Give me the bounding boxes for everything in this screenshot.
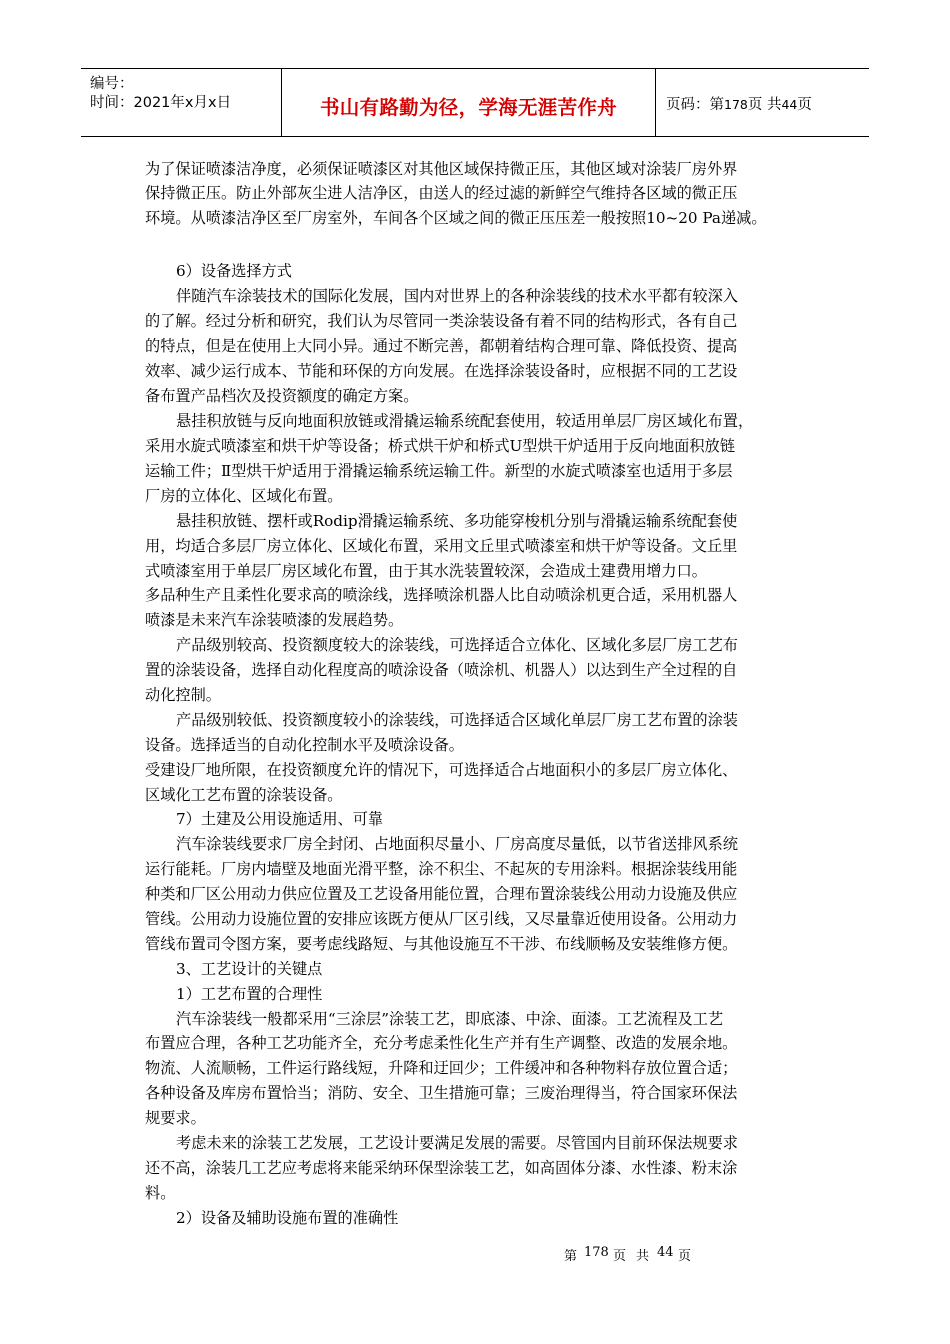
text-line: 伴随汽车涂装技术的国际化发展，国内对世界上的各种涂装线的技术水平都有较深入 [176, 287, 738, 305]
section-heading: 7）土建及公用设施适用、可靠 [176, 810, 384, 828]
text-line: 喷漆是未来汽车涂装喷漆的发展趋势。 [145, 611, 404, 629]
footer-current-page: 178 [584, 1245, 609, 1260]
text-line: 悬挂积放链与反向地面积放链或滑撬运输系统配套使用，较适用单层厂房区域化布置， [176, 412, 754, 430]
text-line: 环境。从喷漆洁净区至厂房室外，车间各个区域之间的微正压压差一般按照10~20 Pa递减。 [145, 209, 767, 227]
text-line: 效率、减少运行成本、节能和环保的方向发展。在选择涂装设备时，应根据不同的工艺设 [145, 362, 738, 380]
text-line: 布置应合理，各种工艺功能齐全，充分考虑柔性化生产并有生产调整、改造的发展余地。 [145, 1034, 738, 1052]
footer-word: 页 [613, 1249, 627, 1264]
text-line: 料。 [145, 1184, 176, 1202]
header-page-cell [656, 69, 869, 136]
text-line: 备布置产品档次及投资额度的确定方案。 [145, 387, 419, 405]
footer-word: 第 [564, 1249, 578, 1264]
text-line: 受建设厂地所限，在投资额度允许的情况下，可选择适合占地面积小的多层厂房立体化、 [145, 761, 738, 779]
text-line: 管线。公用动力设施位置的安排应该既方便从厂区引线，又尽量靠近使用设备。公用动力 [145, 910, 738, 928]
footer-total-pages: 44 [657, 1245, 674, 1260]
section-heading: 3、工艺设计的关键点 [176, 960, 323, 978]
section-heading: 1）工艺布置的合理性 [176, 985, 323, 1003]
text-line: 考虑未来的涂装工艺发展，工艺设计要满足发展的需要。尽管国内目前环保法规要求 [176, 1134, 738, 1152]
text-line: 种类和厂区公用动力供应位置及工艺设备用能位置，合理布置涂装线公用动力设施及供应 [145, 885, 738, 903]
text-line: 运行能耗。厂房内墙壁及地面光滑平整，涂不积尘、不起灰的专用涂料。根据涂装线用能 [145, 860, 738, 878]
text-line: 汽车涂装线一般都采用“三涂层”涂装工艺，即底漆、中涂、面漆。工艺流程及工艺 [176, 1010, 724, 1028]
header-left-cell [81, 69, 282, 136]
text-line: 各种设备及库房布置恰当；消防、安全、卫生措施可靠；三废治理得当，符合国家环保法 [145, 1084, 738, 1102]
text-line: 的了解。经过分析和研究，我们认为尽管同一类涂装设备有着不同的结构形式，各有自己 [145, 312, 738, 330]
text-line: 物流、人流顺畅，工件运行路线短，升降和迂回少；工件缓冲和各种物料存放位置合适； [145, 1059, 738, 1077]
text-line: 悬挂积放链、摆杆或Rodip滑撬运输系统、多功能穿梭机分别与滑撬运输系统配套使 [176, 512, 738, 530]
text-line: 保持微正压。防止外部灰尘进人洁净区，由送人的经过滤的新鲜空气维持各区域的微正压 [145, 184, 738, 202]
text-line: 用，均适合多层厂房立体化、区域化布置，采用文丘里式喷漆室和烘干炉等设备。文丘里 [145, 537, 738, 555]
text-line: 汽车涂装线要求厂房全封闭、占地面积尽量小、厂房高度尽量低，以节省送排风系统 [176, 835, 738, 853]
text-line: 动化控制。 [145, 686, 221, 704]
text-line: 运输工件；Ⅱ型烘干炉适用于滑撬运输系统运输工件。新型的水旋式喷漆室也适用于多层 [145, 462, 733, 480]
number-label: 编号： [90, 76, 134, 92]
header-motto: 书山有路勤为径，学海无涯苦作舟 [319, 96, 617, 119]
footer-word: 页 [678, 1249, 692, 1264]
page-current: 178 [724, 97, 748, 112]
text-line: 的特点，但是在使用上大同小异。通过不断完善，都朝着结构合理可靠、降低投资、提高 [145, 337, 738, 355]
text-line: 式喷漆室用于单层厂房区域化布置，由于其水洗装置较深，会造成土建费用增力口。 [145, 562, 707, 580]
text-line: 置的涂装设备，选择自动化程度高的喷涂设备（喷涂机、机器人）以达到生产全过程的自 [145, 661, 738, 679]
page-prefix: 页码：第 [666, 97, 724, 113]
section-heading: 6）设备选择方式 [176, 262, 292, 280]
section-heading: 2）设备及辅助设施布置的准确性 [176, 1209, 399, 1227]
text-line: 区域化工艺布置的涂装设备。 [145, 786, 343, 804]
text-line: 多品种生产且柔性化要求高的喷涂线，选择喷涂机器人比自动喷涂机更合适，采用机器人 [145, 586, 738, 604]
header-page-number [666, 93, 812, 114]
text-line: 规要求。 [145, 1109, 206, 1127]
footer-word: 共 [636, 1249, 650, 1264]
page-mid: 页 共 [747, 97, 782, 113]
text-line: 设备。选择适当的自动化控制水平及喷涂设备。 [145, 736, 464, 754]
page-total: 44 [781, 97, 798, 112]
text-line: 产品级别较低、投资额度较小的涂装线，可选择适合区域化单层厂房工艺布置的涂装 [176, 711, 738, 729]
text-line: 厂房的立体化、区域化布置。 [145, 487, 343, 505]
page-header [81, 68, 869, 137]
text-line: 为了保证喷漆洁净度，必须保证喷漆区对其他区域保持微正压，其他区域对涂装厂房外界 [145, 160, 738, 178]
page-suffix: 页 [797, 97, 812, 113]
date-label: 时间：2021年x月x日 [90, 95, 232, 111]
text-line: 采用水旋式喷漆室和烘干炉等设备；桥式烘干炉和桥式U型烘干炉适用于反向地面积放链 [145, 437, 735, 455]
header-motto-cell [282, 69, 656, 136]
text-line: 产品级别较高、投资额度较大的涂装线，可选择适合立体化、区域化多层厂房工艺布 [176, 636, 738, 654]
text-line: 还不高，涂装几工艺应考虑将来能采纳环保型涂装工艺，如高固体分漆、水性漆、粉末涂 [145, 1159, 738, 1177]
text-line: 管线布置司令图方案，要考虑线路短、与其他设施互不干涉、布线顺畅及安装维修方便。 [145, 935, 738, 953]
